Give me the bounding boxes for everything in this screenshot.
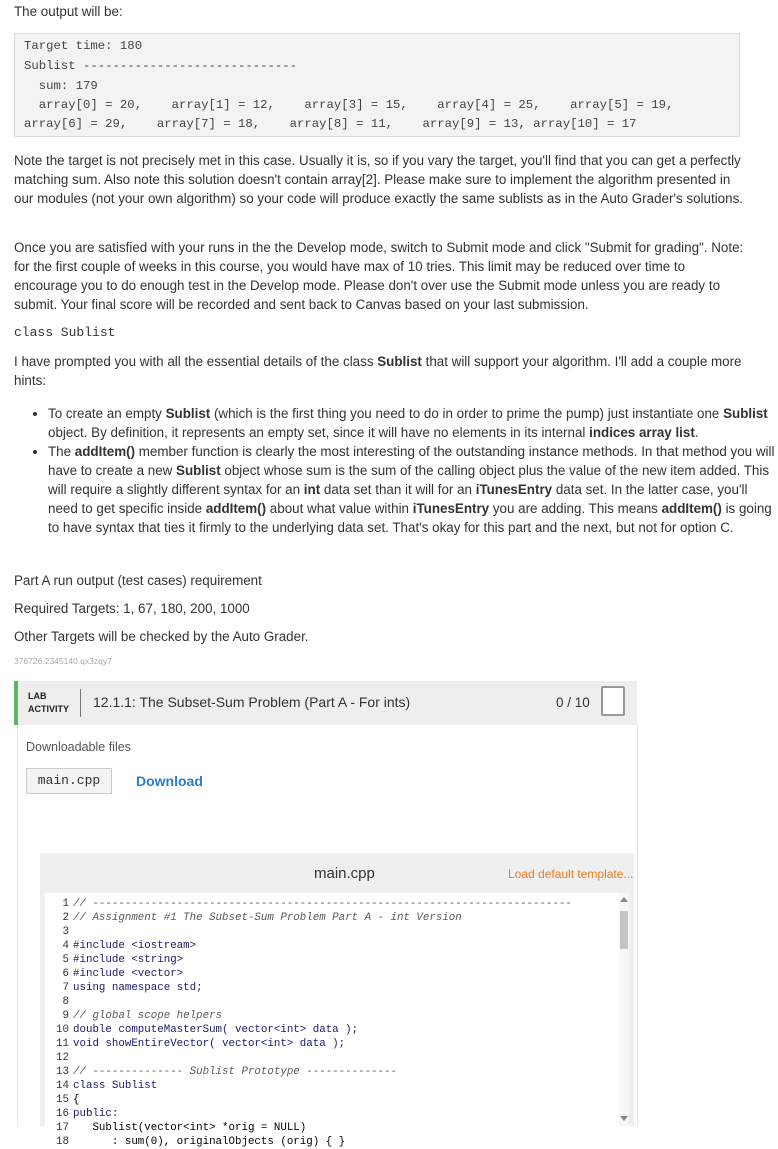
line-number: 13 — [56, 1066, 69, 1078]
code-text: class Sublist — [73, 1080, 158, 1092]
bold-text: addItem() — [74, 444, 136, 459]
lab-header — [14, 681, 637, 725]
code-line — [45, 1135, 345, 1149]
code-line — [45, 897, 572, 911]
line-number: 8 — [62, 996, 69, 1008]
requirement-heading: Part A run output (test cases) requirement — [14, 573, 262, 588]
editor-file-name: main.cpp — [314, 865, 375, 882]
line-number: 7 — [62, 982, 69, 994]
output-line: sum: 179 — [24, 79, 98, 93]
paragraph-note: Note the target is not precisely met in this case. Usually it is, so if you vary the target, you'll find that you can get a perfectly matching sum. Also note this solution doesn't contain array[2]. Please make sure to implement the algorithm presented in our modules (not your own algorithm) so your code will produce exactly the same sublists as in the Auto Grader's solutions. — [14, 153, 743, 206]
scroll-up-icon[interactable] — [620, 897, 628, 902]
output-line: Target time: 180 — [24, 39, 143, 53]
code-text: // global scope helpers — [73, 1010, 223, 1022]
code-text: double computeMasterSum( vector<int> data ); — [73, 1024, 359, 1036]
activity-id: 376726.2345140.qx3zqy7 — [14, 656, 112, 666]
text: that will support your algorithm. I'll add a couple more hints: — [14, 354, 742, 388]
bold-text: addItem() — [205, 501, 267, 516]
code-line — [45, 1107, 118, 1121]
code-line — [45, 1093, 79, 1107]
code-line — [45, 1051, 73, 1065]
bold-text: addItem() — [661, 501, 722, 516]
text: . — [694, 425, 699, 440]
scroll-down-icon[interactable] — [620, 1116, 628, 1121]
line-number: 16 — [56, 1108, 69, 1120]
file-chip-main-cpp[interactable]: main.cpp — [26, 768, 112, 794]
load-default-template-link[interactable]: Load default template... — [508, 867, 634, 881]
required-targets: Required Targets: 1, 67, 180, 200, 1000 — [14, 601, 250, 616]
editor-scrollbar[interactable] — [619, 893, 629, 1126]
scroll-thumb[interactable] — [620, 911, 628, 949]
lab-title: 12.1.1: The Subset-Sum Problem (Part A - For ints) — [93, 694, 411, 710]
bold-text: Sublist — [723, 406, 768, 421]
text: is going to have syntax that ties it firmly to the underlying data set. That's okay for this part and the next, but not for option C. — [48, 501, 772, 535]
lab-tag-line: LAB — [28, 691, 47, 701]
paragraph-submit: Once you are satisfied with your runs in the the Develop mode, switch to Submit mode and click "Submit for grading". Note: for the first couple of weeks in this course, you would have max of 10 tries. This limit may be reduced over time to encourage you to do enough test in the Develop mode. Please don't over use the Submit mode unless you are ready to submit. Your final score will be recorded and sent back to Canvas based on your last submission. — [14, 240, 744, 312]
line-number: 10 — [56, 1024, 69, 1036]
code-line — [45, 981, 203, 995]
line-number: 14 — [56, 1080, 69, 1092]
code-line — [45, 1121, 306, 1135]
output-intro: The output will be: — [14, 4, 123, 19]
code-line — [45, 939, 196, 953]
text: (which is the first thing you need to do in order to prime the pump) just instantiate one — [210, 406, 724, 421]
text: The — [48, 444, 75, 459]
text: data set. In the latter case, you'll need to get specific inside — [48, 482, 748, 516]
lab-tag-line: ACTIVITY — [28, 704, 70, 714]
line-number: 5 — [62, 954, 69, 966]
line-number: 15 — [56, 1094, 69, 1106]
divider — [80, 689, 81, 717]
paragraph-hints-intro — [14, 352, 744, 390]
completion-badge-icon — [601, 686, 625, 716]
code-line — [45, 967, 183, 981]
code-text: // Assignment #1 The Subset-Sum Problem Part A - int Version — [73, 912, 462, 924]
code-line — [45, 1009, 222, 1023]
line-number: 18 — [56, 1136, 69, 1148]
code-text: Sublist(vector<int> *orig = NULL) — [73, 1122, 307, 1134]
text: To create an empty — [48, 406, 166, 421]
line-number: 4 — [62, 940, 69, 952]
output-line: array[0] = 20, array[1] = 12, array[3] = 15, array[4] = 25, array[5] = 19, — [24, 98, 674, 112]
text: I have prompted you with all the essential details of the class — [14, 354, 378, 369]
code-line — [45, 925, 73, 939]
output-line: Sublist ----------------------------- — [24, 59, 298, 73]
hints-list — [14, 404, 778, 537]
code-text: #include <string> — [73, 954, 184, 966]
code-line — [45, 1037, 345, 1051]
bold-text: int — [303, 482, 321, 497]
output-line: array[6] = 29, array[7] = 18, array[8] = 11, array[9] = 13, array[10] = 17 — [24, 117, 637, 131]
code-line — [45, 1023, 358, 1037]
editor-tab-bar — [40, 853, 634, 891]
line-number: 1 — [62, 898, 69, 910]
code-text: #include <vector> — [73, 968, 184, 980]
list-item — [48, 442, 778, 537]
code-editor — [40, 853, 634, 1148]
lab-activity-panel — [14, 681, 637, 1148]
other-targets-note: Other Targets will be checked by the Auto Grader. — [14, 629, 309, 644]
bold-text: indices array list — [589, 425, 695, 440]
line-number: 11 — [56, 1038, 69, 1050]
line-number: 3 — [62, 926, 69, 938]
line-number: 12 — [56, 1052, 69, 1064]
line-number: 9 — [62, 1010, 69, 1022]
code-text: : sum(0), originalObjects (orig) { } — [73, 1136, 346, 1148]
code-line — [45, 1065, 397, 1079]
list-item — [48, 404, 778, 442]
text: about what value within — [266, 501, 413, 516]
text: data set than it will for an — [320, 482, 476, 497]
code-text: // -------------------------------------------------------------------------- — [73, 898, 572, 910]
code-line — [45, 911, 462, 925]
code-text: public: — [73, 1108, 119, 1120]
line-number: 6 — [62, 968, 69, 980]
code-text: // -------------- Sublist Prototype -------------- — [73, 1066, 397, 1078]
code-text: #include <iostream> — [73, 940, 197, 952]
bold-text: iTunesEntry — [412, 501, 490, 516]
code-text: { — [73, 1094, 80, 1106]
code-text: using namespace std; — [73, 982, 203, 994]
bold-text: Sublist — [377, 354, 422, 369]
line-number: 17 — [56, 1122, 69, 1134]
bold-text: Sublist — [176, 463, 221, 478]
text: member function is clearly the most interesting of the outstanding instance methods. In that method you will have to create a new — [48, 444, 775, 478]
bold-text: iTunesEntry — [475, 482, 553, 497]
text: you are adding. This means — [489, 501, 662, 516]
download-link[interactable]: Download — [136, 773, 203, 789]
text: object. By definition, it represents an empty set, since it will have no elements in its internal — [48, 425, 590, 440]
lab-accent-bar — [14, 681, 18, 725]
code-area[interactable] — [45, 893, 629, 1148]
downloadable-files-label: Downloadable files — [26, 740, 131, 754]
lab-score: 0 / 10 — [556, 695, 590, 710]
sample-output-box — [14, 33, 740, 137]
bold-text: Sublist — [165, 406, 211, 421]
lab-tag — [28, 690, 69, 716]
code-line — [45, 1079, 157, 1093]
lab-body — [17, 725, 638, 1148]
code-line — [45, 995, 73, 1009]
line-number: 2 — [62, 912, 69, 924]
code-text: void showEntireVector( vector<int> data ); — [73, 1038, 346, 1050]
class-heading: class Sublist — [14, 325, 116, 340]
text: object whose sum is the sum of the calling object plus the value of the new item added. This will require a slightly different syntax for an — [48, 463, 770, 497]
code-line — [45, 953, 183, 967]
